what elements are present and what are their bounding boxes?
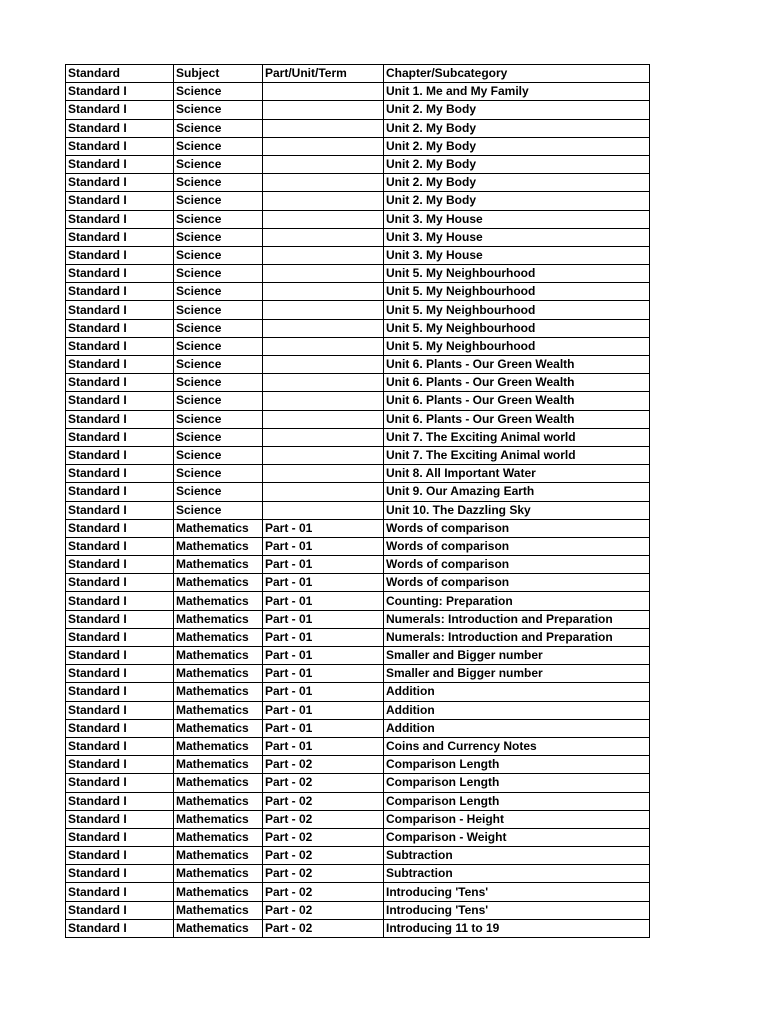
cell-chapter-subcategory: Unit 3. My House [384,228,650,246]
table-row [66,410,650,428]
cell-chapter-subcategory: Unit 2. My Body [384,192,650,210]
cell-part-unit-term: Part - 01 [263,683,384,701]
cell-subject: Science [174,246,263,264]
table-row [66,246,650,264]
cell-chapter-subcategory: Unit 6. Plants - Our Green Wealth [384,356,650,374]
cell-part-unit-term [263,83,384,101]
cell-standard: Standard I [66,374,174,392]
table-row [66,301,650,319]
cell-part-unit-term [263,483,384,501]
cell-subject: Mathematics [174,756,263,774]
cell-chapter-subcategory: Unit 6. Plants - Our Green Wealth [384,410,650,428]
cell-subject: Science [174,283,263,301]
cell-standard: Standard I [66,828,174,846]
cell-part-unit-term [263,265,384,283]
table-row [66,265,650,283]
table-row [66,810,650,828]
table-row [66,155,650,173]
table-row [66,228,650,246]
cell-subject: Science [174,319,263,337]
cell-chapter-subcategory: Introducing 'Tens' [384,883,650,901]
cell-subject: Science [174,265,263,283]
cell-standard: Standard I [66,465,174,483]
cell-standard: Standard I [66,210,174,228]
cell-part-unit-term: Part - 01 [263,665,384,683]
cell-chapter-subcategory: Unit 5. My Neighbourhood [384,319,650,337]
cell-part-unit-term [263,337,384,355]
table-row [66,356,650,374]
header-chapter-subcategory: Chapter/Subcategory [384,65,650,83]
cell-subject: Mathematics [174,774,263,792]
cell-part-unit-term: Part - 02 [263,865,384,883]
table-row [66,101,650,119]
cell-chapter-subcategory: Numerals: Introduction and Preparation [384,628,650,646]
table-row [66,756,650,774]
table-row [66,337,650,355]
cell-part-unit-term: Part - 02 [263,901,384,919]
cell-subject: Science [174,465,263,483]
cell-subject: Science [174,483,263,501]
cell-chapter-subcategory: Comparison Length [384,774,650,792]
cell-standard: Standard I [66,737,174,755]
cell-standard: Standard I [66,883,174,901]
cell-standard: Standard I [66,574,174,592]
cell-part-unit-term [263,283,384,301]
table-row [66,647,650,665]
table-row [66,701,650,719]
cell-part-unit-term [263,155,384,173]
cell-chapter-subcategory: Counting: Preparation [384,592,650,610]
cell-subject: Science [174,374,263,392]
cell-subject: Mathematics [174,883,263,901]
cell-part-unit-term [263,501,384,519]
cell-subject: Science [174,228,263,246]
table-row [66,556,650,574]
cell-subject: Mathematics [174,901,263,919]
cell-subject: Science [174,392,263,410]
cell-chapter-subcategory: Numerals: Introduction and Preparation [384,610,650,628]
cell-part-unit-term: Part - 02 [263,756,384,774]
table-row [66,374,650,392]
cell-part-unit-term [263,392,384,410]
cell-part-unit-term [263,356,384,374]
cell-part-unit-term: Part - 01 [263,574,384,592]
cell-chapter-subcategory: Unit 6. Plants - Our Green Wealth [384,392,650,410]
cell-subject: Science [174,174,263,192]
cell-standard: Standard I [66,446,174,464]
cell-standard: Standard I [66,228,174,246]
cell-chapter-subcategory: Unit 7. The Exciting Animal world [384,428,650,446]
cell-standard: Standard I [66,410,174,428]
cell-subject: Mathematics [174,592,263,610]
cell-standard: Standard I [66,683,174,701]
cell-subject: Science [174,83,263,101]
cell-part-unit-term: Part - 01 [263,537,384,555]
cell-standard: Standard I [66,665,174,683]
table-row [66,719,650,737]
cell-subject: Science [174,155,263,173]
cell-subject: Science [174,428,263,446]
cell-standard: Standard I [66,501,174,519]
cell-standard: Standard I [66,774,174,792]
table-row [66,465,650,483]
cell-chapter-subcategory: Unit 5. My Neighbourhood [384,301,650,319]
cell-chapter-subcategory: Words of comparison [384,537,650,555]
cell-subject: Mathematics [174,556,263,574]
cell-chapter-subcategory: Addition [384,701,650,719]
table-row [66,610,650,628]
cell-part-unit-term [263,174,384,192]
table-row [66,592,650,610]
cell-standard: Standard I [66,119,174,137]
cell-standard: Standard I [66,865,174,883]
table-row [66,574,650,592]
table-row [66,501,650,519]
cell-standard: Standard I [66,810,174,828]
table-row [66,192,650,210]
table-row [66,483,650,501]
cell-subject: Mathematics [174,737,263,755]
cell-part-unit-term [263,446,384,464]
cell-part-unit-term: Part - 02 [263,847,384,865]
table-row [66,428,650,446]
table-row [66,319,650,337]
cell-part-unit-term [263,465,384,483]
cell-part-unit-term [263,319,384,337]
cell-chapter-subcategory: Unit 9. Our Amazing Earth [384,483,650,501]
curriculum-table [65,64,650,938]
cell-subject: Mathematics [174,574,263,592]
cell-chapter-subcategory: Unit 8. All Important Water [384,465,650,483]
cell-standard: Standard I [66,337,174,355]
table-row [66,519,650,537]
cell-standard: Standard I [66,428,174,446]
cell-part-unit-term: Part - 01 [263,701,384,719]
table-row [66,119,650,137]
cell-standard: Standard I [66,192,174,210]
cell-part-unit-term: Part - 01 [263,519,384,537]
cell-part-unit-term [263,410,384,428]
cell-subject: Mathematics [174,665,263,683]
table-row [66,392,650,410]
cell-chapter-subcategory: Unit 2. My Body [384,101,650,119]
cell-standard: Standard I [66,556,174,574]
cell-chapter-subcategory: Unit 3. My House [384,210,650,228]
table-row [66,901,650,919]
cell-standard: Standard I [66,356,174,374]
cell-chapter-subcategory: Unit 10. The Dazzling Sky [384,501,650,519]
cell-chapter-subcategory: Unit 6. Plants - Our Green Wealth [384,374,650,392]
cell-chapter-subcategory: Unit 1. Me and My Family [384,83,650,101]
cell-chapter-subcategory: Subtraction [384,847,650,865]
cell-standard: Standard I [66,301,174,319]
cell-standard: Standard I [66,483,174,501]
cell-chapter-subcategory: Unit 5. My Neighbourhood [384,283,650,301]
cell-standard: Standard I [66,283,174,301]
cell-subject: Mathematics [174,683,263,701]
table-row [66,83,650,101]
cell-part-unit-term [263,192,384,210]
cell-part-unit-term: Part - 02 [263,810,384,828]
cell-subject: Mathematics [174,628,263,646]
cell-subject: Science [174,446,263,464]
cell-chapter-subcategory: Unit 5. My Neighbourhood [384,265,650,283]
cell-subject: Mathematics [174,828,263,846]
cell-chapter-subcategory: Words of comparison [384,574,650,592]
cell-chapter-subcategory: Unit 2. My Body [384,137,650,155]
table-row [66,883,650,901]
cell-standard: Standard I [66,792,174,810]
cell-subject: Mathematics [174,701,263,719]
cell-part-unit-term: Part - 02 [263,828,384,846]
cell-standard: Standard I [66,392,174,410]
cell-part-unit-term [263,246,384,264]
cell-part-unit-term: Part - 01 [263,628,384,646]
cell-part-unit-term: Part - 01 [263,647,384,665]
cell-chapter-subcategory: Introducing 11 to 19 [384,919,650,937]
cell-part-unit-term: Part - 02 [263,792,384,810]
cell-subject: Science [174,119,263,137]
cell-subject: Mathematics [174,537,263,555]
cell-part-unit-term [263,428,384,446]
cell-chapter-subcategory: Comparison Length [384,756,650,774]
cell-chapter-subcategory: Smaller and Bigger number [384,665,650,683]
cell-standard: Standard I [66,137,174,155]
table-row [66,137,650,155]
table-row [66,847,650,865]
cell-chapter-subcategory: Unit 2. My Body [384,155,650,173]
cell-part-unit-term: Part - 02 [263,883,384,901]
cell-subject: Science [174,337,263,355]
cell-standard: Standard I [66,83,174,101]
cell-standard: Standard I [66,265,174,283]
table-body [66,83,650,938]
cell-standard: Standard I [66,246,174,264]
cell-standard: Standard I [66,174,174,192]
cell-subject: Mathematics [174,847,263,865]
cell-standard: Standard I [66,756,174,774]
cell-part-unit-term [263,374,384,392]
cell-subject: Mathematics [174,810,263,828]
cell-chapter-subcategory: Comparison - Height [384,810,650,828]
cell-standard: Standard I [66,628,174,646]
table-row [66,174,650,192]
cell-chapter-subcategory: Unit 2. My Body [384,119,650,137]
table-row [66,665,650,683]
cell-part-unit-term [263,119,384,137]
cell-standard: Standard I [66,919,174,937]
table-row [66,774,650,792]
table-row [66,537,650,555]
table-row [66,210,650,228]
cell-subject: Science [174,410,263,428]
cell-standard: Standard I [66,319,174,337]
cell-subject: Science [174,101,263,119]
cell-subject: Science [174,210,263,228]
cell-standard: Standard I [66,901,174,919]
table-header-row [66,65,650,83]
table-row [66,865,650,883]
cell-subject: Science [174,301,263,319]
cell-chapter-subcategory: Unit 3. My House [384,246,650,264]
cell-chapter-subcategory: Introducing 'Tens' [384,901,650,919]
cell-part-unit-term: Part - 01 [263,556,384,574]
table-row [66,737,650,755]
cell-chapter-subcategory: Words of comparison [384,519,650,537]
cell-standard: Standard I [66,701,174,719]
cell-chapter-subcategory: Subtraction [384,865,650,883]
table-row [66,919,650,937]
cell-part-unit-term [263,301,384,319]
cell-chapter-subcategory: Unit 2. My Body [384,174,650,192]
cell-part-unit-term [263,210,384,228]
cell-part-unit-term: Part - 01 [263,610,384,628]
cell-standard: Standard I [66,519,174,537]
cell-subject: Mathematics [174,865,263,883]
cell-chapter-subcategory: Smaller and Bigger number [384,647,650,665]
cell-part-unit-term [263,137,384,155]
cell-chapter-subcategory: Unit 5. My Neighbourhood [384,337,650,355]
cell-subject: Mathematics [174,792,263,810]
table-row [66,283,650,301]
cell-chapter-subcategory: Comparison - Weight [384,828,650,846]
cell-standard: Standard I [66,610,174,628]
cell-part-unit-term: Part - 01 [263,737,384,755]
cell-subject: Mathematics [174,719,263,737]
cell-standard: Standard I [66,592,174,610]
cell-part-unit-term [263,101,384,119]
cell-part-unit-term: Part - 01 [263,719,384,737]
cell-standard: Standard I [66,537,174,555]
cell-standard: Standard I [66,647,174,665]
cell-standard: Standard I [66,155,174,173]
cell-subject: Science [174,137,263,155]
cell-chapter-subcategory: Addition [384,719,650,737]
cell-subject: Science [174,192,263,210]
cell-standard: Standard I [66,719,174,737]
cell-chapter-subcategory: Coins and Currency Notes [384,737,650,755]
cell-chapter-subcategory: Comparison Length [384,792,650,810]
cell-part-unit-term: Part - 02 [263,774,384,792]
cell-part-unit-term [263,228,384,246]
cell-subject: Mathematics [174,647,263,665]
header-part-unit-term: Part/Unit/Term [263,65,384,83]
cell-chapter-subcategory: Unit 7. The Exciting Animal world [384,446,650,464]
cell-chapter-subcategory: Addition [384,683,650,701]
header-subject: Subject [174,65,263,83]
header-standard: Standard [66,65,174,83]
cell-subject: Mathematics [174,519,263,537]
cell-subject: Mathematics [174,610,263,628]
table-row [66,828,650,846]
cell-subject: Mathematics [174,919,263,937]
cell-subject: Science [174,501,263,519]
table-row [66,628,650,646]
table-row [66,792,650,810]
table-row [66,683,650,701]
cell-part-unit-term: Part - 02 [263,919,384,937]
cell-subject: Science [174,356,263,374]
table-row [66,446,650,464]
cell-chapter-subcategory: Words of comparison [384,556,650,574]
cell-standard: Standard I [66,847,174,865]
cell-standard: Standard I [66,101,174,119]
cell-part-unit-term: Part - 01 [263,592,384,610]
